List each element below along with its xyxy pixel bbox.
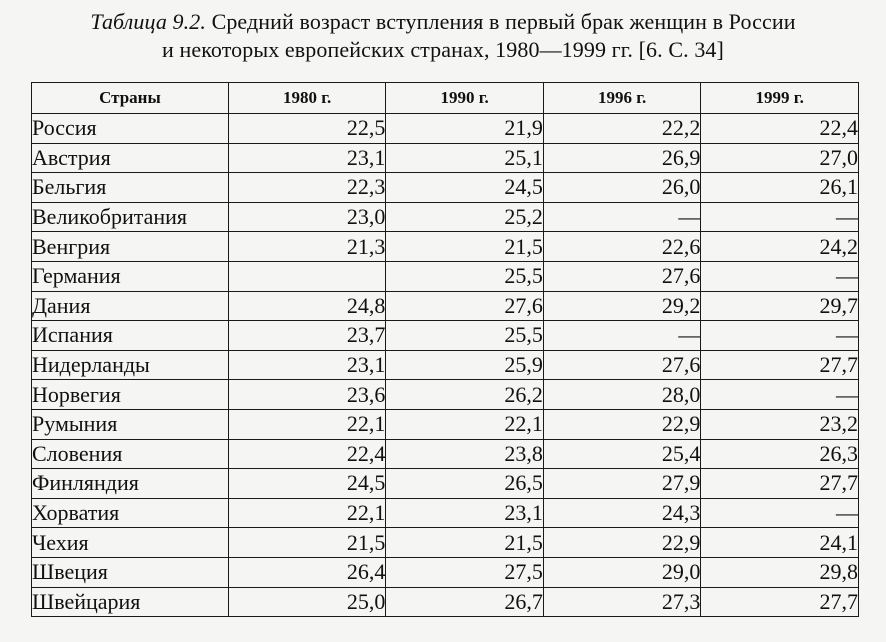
table-row [32,143,859,173]
value-cell: 26,0 [543,173,701,203]
value-cell: — [701,261,859,291]
value-cell: 23,2 [701,409,859,439]
value-cell: 27,5 [386,557,544,587]
header-row [32,83,859,114]
value-cell: 29,0 [543,557,701,587]
value-cell: 23,1 [228,350,386,380]
country-cell: Норвегия [32,380,229,410]
country-cell: Германия [32,261,229,291]
table-row [32,173,859,203]
value-cell: 27,9 [543,469,701,499]
value-cell: 22,9 [543,409,701,439]
value-cell: 22,5 [228,114,386,144]
value-cell: 22,6 [543,232,701,262]
data-table [31,82,859,617]
value-cell: 21,5 [386,528,544,558]
value-cell: 22,1 [228,409,386,439]
value-cell: — [543,321,701,351]
value-cell: 23,8 [386,439,544,469]
country-cell: Швеция [32,557,229,587]
country-cell: Дания [32,291,229,321]
header-cell-1980: 1980 г. [228,83,386,114]
value-cell: 27,6 [543,261,701,291]
value-cell: 27,6 [543,350,701,380]
value-cell: 22,4 [701,114,859,144]
value-cell: 24,1 [701,528,859,558]
table-row [32,291,859,321]
value-cell: — [543,202,701,232]
value-cell [228,261,386,291]
value-cell: 25,0 [228,587,386,617]
country-cell: Словения [32,439,229,469]
table-row [32,587,859,617]
table-row [32,498,859,528]
value-cell: 29,8 [701,557,859,587]
value-cell: 26,7 [386,587,544,617]
table-caption [20,8,866,64]
value-cell: — [701,498,859,528]
value-cell: 23,6 [228,380,386,410]
value-cell: 26,4 [228,557,386,587]
table-body [32,114,859,617]
value-cell: 29,2 [543,291,701,321]
value-cell: 23,1 [228,143,386,173]
value-cell: 21,3 [228,232,386,262]
country-cell: Россия [32,114,229,144]
value-cell: 22,9 [543,528,701,558]
country-cell: Венгрия [32,232,229,262]
value-cell: 22,2 [543,114,701,144]
table-row [32,261,859,291]
value-cell: 21,5 [228,528,386,558]
header-cell-countries: Страны [32,83,229,114]
country-cell: Австрия [32,143,229,173]
header-cell-1999: 1999 г. [701,83,859,114]
caption-title-1: Средний возраст вступления в первый брак женщин в России [211,9,796,34]
country-cell: Хорватия [32,498,229,528]
value-cell: 25,5 [386,321,544,351]
table-row [32,439,859,469]
value-cell: 26,5 [386,469,544,499]
value-cell: 27,7 [701,469,859,499]
value-cell: 24,5 [386,173,544,203]
value-cell: 27,0 [701,143,859,173]
value-cell: 29,7 [701,291,859,321]
table-row [32,528,859,558]
country-cell: Испания [32,321,229,351]
country-cell: Румыния [32,409,229,439]
value-cell: — [701,202,859,232]
value-cell: 25,5 [386,261,544,291]
value-cell: 24,8 [228,291,386,321]
table-row [32,232,859,262]
country-cell: Чехия [32,528,229,558]
value-cell: 24,2 [701,232,859,262]
value-cell: 22,3 [228,173,386,203]
table-row [32,114,859,144]
table-row [32,202,859,232]
value-cell: 26,2 [386,380,544,410]
table-row [32,380,859,410]
header-cell-1990: 1990 г. [386,83,544,114]
caption-line-1 [20,8,866,36]
country-cell: Нидерланды [32,350,229,380]
value-cell: 27,7 [701,587,859,617]
value-cell: 22,1 [386,409,544,439]
country-cell: Великобритания [32,202,229,232]
value-cell: 22,1 [228,498,386,528]
table-row [32,321,859,351]
value-cell: 21,5 [386,232,544,262]
value-cell: 26,3 [701,439,859,469]
value-cell: 28,0 [543,380,701,410]
table-row [32,409,859,439]
value-cell: 26,1 [701,173,859,203]
value-cell: 27,7 [701,350,859,380]
table-row [32,350,859,380]
value-cell: 27,3 [543,587,701,617]
value-cell: 23,1 [386,498,544,528]
value-cell: — [701,321,859,351]
table-row [32,557,859,587]
table-row [32,469,859,499]
value-cell: 25,4 [543,439,701,469]
value-cell: 24,3 [543,498,701,528]
value-cell: 23,7 [228,321,386,351]
value-cell: 24,5 [228,469,386,499]
value-cell: 21,9 [386,114,544,144]
value-cell: 25,1 [386,143,544,173]
value-cell: 23,0 [228,202,386,232]
country-cell: Бельгия [32,173,229,203]
value-cell: 26,9 [543,143,701,173]
value-cell: 25,2 [386,202,544,232]
table-header [32,83,859,114]
value-cell: 25,9 [386,350,544,380]
caption-label: Таблица 9.2. [90,9,206,34]
value-cell: 27,6 [386,291,544,321]
value-cell: — [701,380,859,410]
country-cell: Швейцария [32,587,229,617]
caption-title-2: и некоторых европейских странах, 1980—1999 гг. [6. С. 34] [162,37,724,62]
country-cell: Финляндия [32,469,229,499]
value-cell: 22,4 [228,439,386,469]
header-cell-1996: 1996 г. [543,83,701,114]
